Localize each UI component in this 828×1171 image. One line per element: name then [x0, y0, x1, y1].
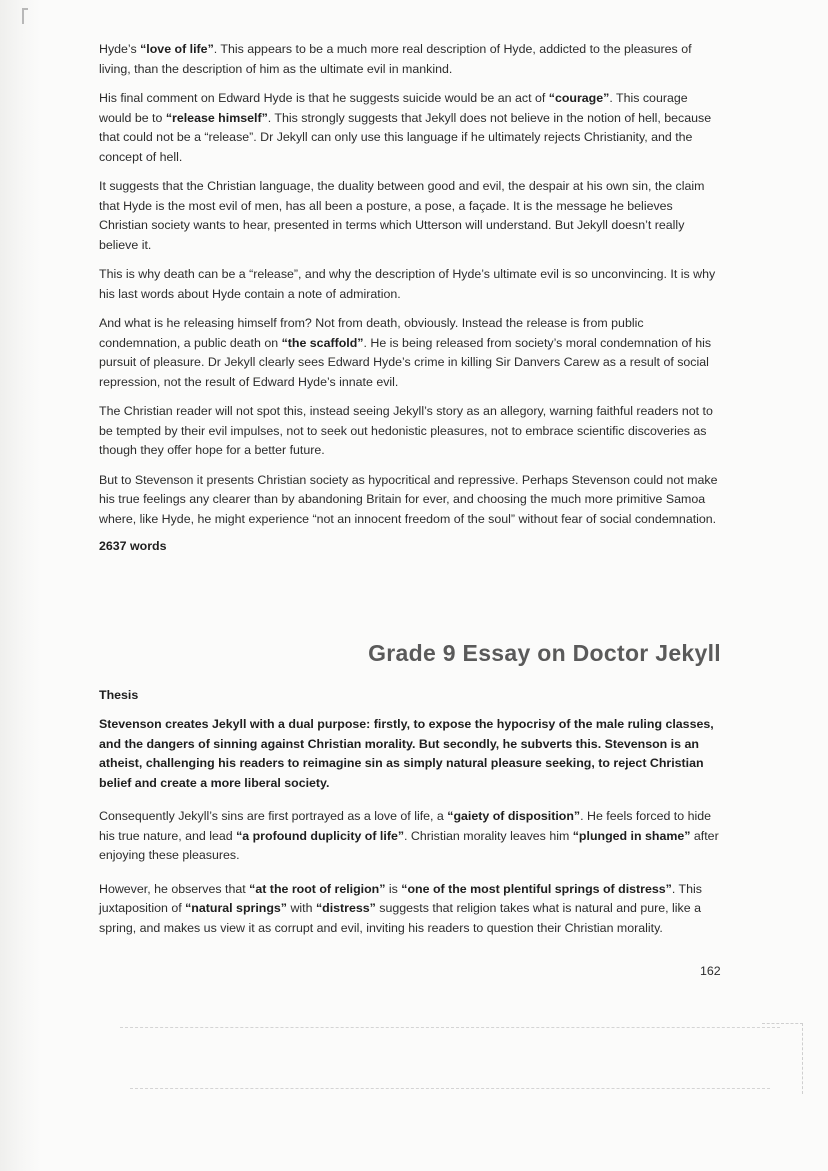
paragraph: However, he observes that “at the root of religion” is “one of the most plentiful springs of distress”. This juxtaposition of “natural springs” with “distress” suggests that religion takes what is natural and pure, like a spring, and makes us view it as corrupt and evil, inviting his readers to question their Christian morality.: [99, 881, 702, 935]
document-page: [99, 40, 721, 935]
paragraph: This is why death can be a “release”, and why the description of Hyde’s ultimate evil is so unconvincing. It is why his last words about Hyde contain a note of admiration.: [99, 267, 716, 301]
scan-artifact-line: [120, 1027, 780, 1028]
scan-edge: [0, 0, 40, 1171]
essay-title: Grade 9 Essay on Doctor Jekyll: [368, 640, 721, 666]
word-count: 2637 words: [99, 539, 167, 553]
paragraph: But to Stevenson it presents Christian society as hypocritical and repressive. Perhaps Stevenson could not make his true feelings any clearer than by abandoning Britain for ever, and choosing the much more primitive Samoa where, like Hyde, he might experience “not an innocent freedom of the soul” without fear of social condemnation.: [99, 472, 718, 526]
paragraph: The Christian reader will not spot this, instead seeing Jekyll’s story as an allegory, warning faithful readers not to be tempted by their evil impulses, not to seek out hedonistic pleasures, not to embrace scientific discoveries as though they offer hope for a better future.: [99, 404, 713, 457]
paragraph: Hyde’s “love of life”. This appears to be a much more real description of Hyde, addicted to the pleasures of living, than the description of him as the ultimate evil in mankind.: [99, 42, 692, 76]
page-number: 162: [700, 964, 721, 978]
paragraph: It suggests that the Christian language, the duality between good and evil, the despair at his own sin, the claim that Hyde is the most evil of men, has all been a posture, a pose, a façade. It is the message he believes Christian society wants to hear, presented in terms which Utterson will understand. But Jekyll doesn’t really believe it.: [99, 179, 705, 252]
paragraph: His final comment on Edward Hyde is that he suggests suicide would be an act of “courage”. This courage would be to “release himself”. This strongly suggests that Jekyll does not believe in the notion of hell, because that could not be a “release”. Dr Jekyll can only use this language if he ultimately rejects Christianity, and the concept of hell.: [99, 91, 712, 164]
thesis-paragraph: Stevenson creates Jekyll with a dual purpose: firstly, to expose the hypocrisy of the male ruling classes, and the dangers of sinning against Christian morality. But secondly, he subverts this. Stevenson is an atheist, challenging his readers to reimagine sin as simply natural pleasure seeking, to reject Christian belief and create a more liberal society.: [99, 717, 714, 790]
scan-artifact-box: [762, 1023, 803, 1094]
paragraph: And what is he releasing himself from? Not from death, obviously. Instead the release is from public condemnation, a public death on “the scaffold”. He is being released from society’s moral condemnation of his pursuit of pleasure. Dr Jekyll clearly sees Edward Hyde’s crime in killing Sir Danvers Carew as a result of social repression, not the result of Edward Hyde’s innate evil.: [99, 316, 712, 389]
paragraph: Consequently Jekyll’s sins are first portrayed as a love of life, a “gaiety of disposition”. He feels forced to hide his true nature, and lead “a profound duplicity of life”. Christian morality leaves him “plunged in shame” after enjoying these pleasures.: [99, 809, 719, 862]
scan-artifact-line: [130, 1088, 770, 1089]
essay-body: [99, 715, 719, 948]
scan-mark: [22, 8, 28, 24]
thesis-label: Thesis: [99, 688, 139, 702]
